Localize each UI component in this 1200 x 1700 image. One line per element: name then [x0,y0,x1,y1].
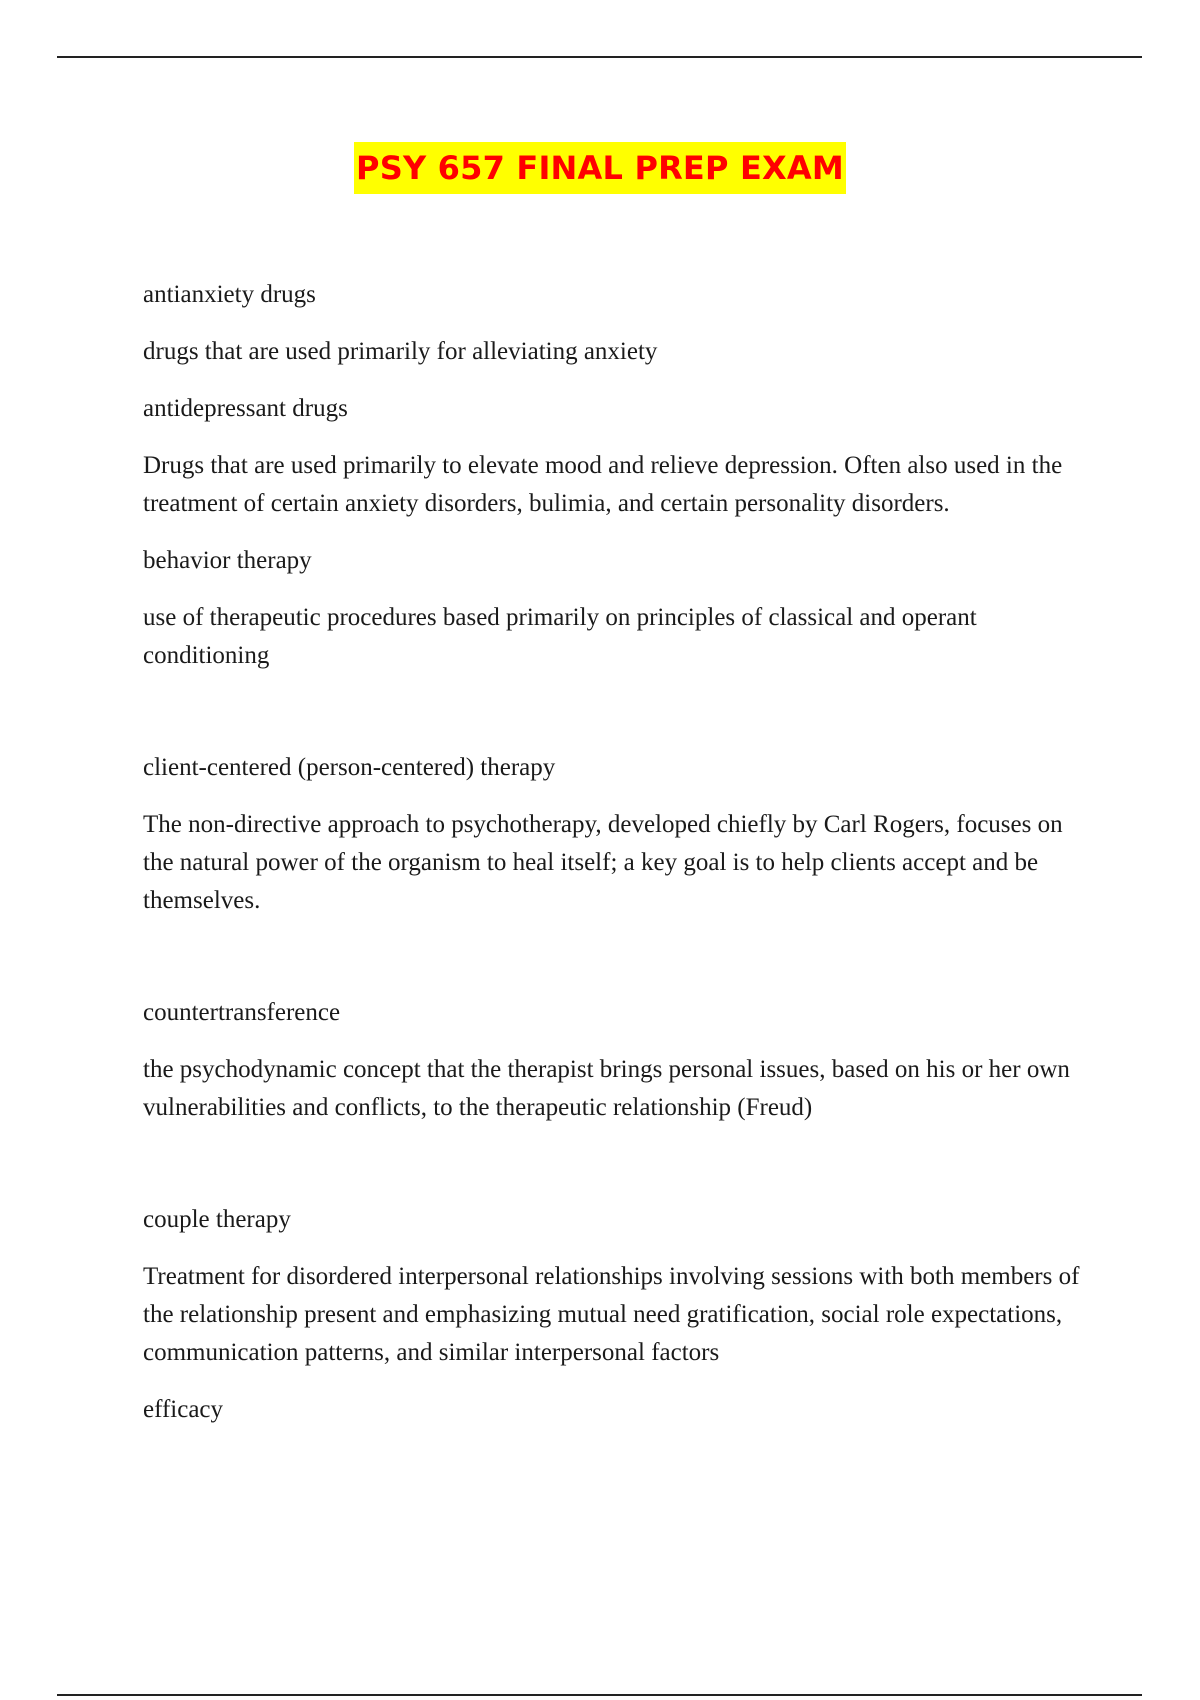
term: countertransference [143,999,341,1026]
term: couple therapy [143,1206,291,1233]
document-title: PSY 657 FINAL PREP EXAM [354,142,846,194]
definition: the psychodynamic concept that the therapist brings personal issues, based on his or her own vulnerabilities and conflicts, to the therapeutic relationship (Freud) [143,1056,1070,1121]
term: efficacy [143,1396,224,1423]
definition: drugs that are used primarily for alleviating anxiety [143,338,658,365]
definition: Drugs that are used primarily to elevate mood and relieve depression. Often also used in the treatment of certain anxiety disorders, bulimia, and certain personality disorders. [143,452,1063,517]
term: antianxiety drugs [143,281,316,308]
term: antidepressant drugs [143,395,348,422]
flashcard-list [143,276,1098,1448]
term: behavior therapy [143,547,312,574]
bottom-divider [57,1694,1142,1696]
title-container [0,142,1200,194]
definition: Treatment for disordered interpersonal relationships involving sessions with both members of the relationship present and emphasizing mutual need gratification, social role expectations, communication patterns, and similar interpersonal factors [143,1263,1080,1366]
top-divider [57,56,1142,58]
term: client-centered (person-centered) therapy [143,754,556,781]
definition: The non-directive approach to psychotherapy, developed chiefly by Carl Rogers, focuses on the natural power of the organism to heal itself; a key goal is to help clients accept and be themselves. [143,811,1063,914]
definition: use of therapeutic procedures based primarily on principles of classical and operant conditioning [143,604,977,669]
